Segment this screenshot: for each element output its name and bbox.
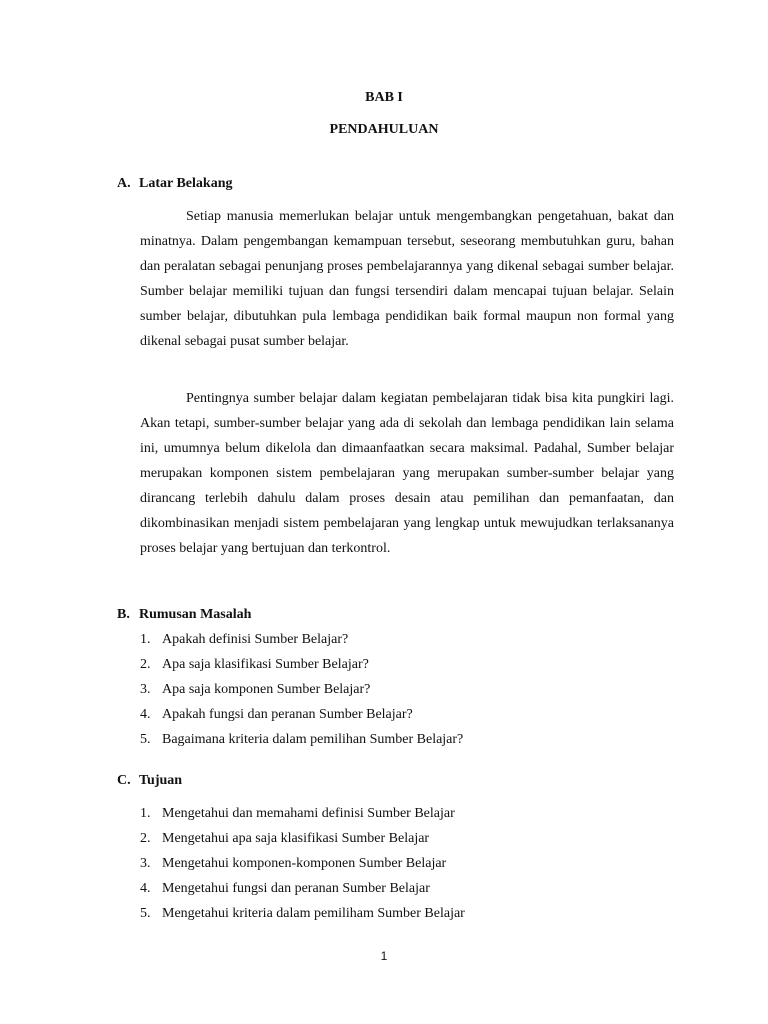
goal-item-text: Mengetahui dan memahami definisi Sumber Belajar [162, 806, 455, 821]
goal-item [140, 805, 465, 830]
chapter-title: PENDAHULUAN [329, 122, 439, 137]
problem-item [140, 681, 463, 706]
section-a-heading [117, 175, 232, 193]
section-a-paragraph-2: Pentingnya sumber belajar dalam kegiatan pembelajaran tidak bisa kita pungkiri lagi. Akan tetapi, sumber-sumber belajar yang ada di sekolah dan lembaga pendidikan lain selama ini, umumnya belum dikelola dan dimaanfaatkan secara maksimal. Padahal, Sumber belajar merupakan komponen sistem pembelajaran yang merupakan sumber-sumber belajar yang dirancang terlebih dahulu dalam proses desain atau pemilihan dan pemanfaatan, dan dikombinasikan menjadi sistem pembelajaran yang lengkap untuk mewujudkan terlaksananya proses belajar yang bertujuan dan terkontrol. [140, 391, 674, 556]
problem-item-number: 5. [140, 732, 151, 747]
goal-item-number: 3. [140, 856, 151, 871]
goal-list [140, 805, 465, 930]
problem-item-number: 4. [140, 707, 151, 722]
goal-item-number: 1. [140, 806, 151, 821]
goal-item-text: Mengetahui komponen-komponen Sumber Belajar [162, 856, 447, 871]
problem-item-text: Apa saja komponen Sumber Belajar? [162, 682, 371, 697]
problem-item-number: 2. [140, 657, 151, 672]
goal-item [140, 880, 465, 905]
problem-item-text: Apakah fungsi dan peranan Sumber Belajar? [162, 707, 413, 722]
goal-item [140, 905, 465, 930]
section-a-letter: A. [117, 176, 131, 191]
section-c-heading [117, 772, 182, 790]
problem-item-number: 1. [140, 632, 151, 647]
goal-item-text: Mengetahui kriteria dalam pemiliham Sumber Belajar [162, 906, 465, 921]
problem-item-number: 3. [140, 682, 151, 697]
goal-item-text: Mengetahui fungsi dan peranan Sumber Belajar [162, 881, 430, 896]
goal-item-number: 4. [140, 881, 151, 896]
problem-item [140, 706, 463, 731]
section-b-heading [117, 606, 251, 624]
problem-item [140, 631, 463, 656]
section-b-letter: B. [117, 607, 130, 622]
section-a-paragraph-1: Setiap manusia memerlukan belajar untuk mengembangkan pengetahuan, bakat dan minatnya. Dalam pengembangan kemampuan tersebut, seseorang membutuhkan guru, bahan dan peralatan sebagai penunjang proses pembelajarannya yang dikenal sebagai sumber belajar. Sumber belajar memiliki tujuan dan fungsi tersendiri dalam mencapai tujuan belajar. Selain sumber belajar, dibutuhkan pula lembaga pendidikan baik formal maupun non formal yang dikenal sebagai pusat sumber belajar. [140, 209, 674, 349]
section-c-title: Tujuan [139, 773, 183, 788]
page-number: 1 [380, 949, 388, 963]
section-b-title: Rumusan Masalah [139, 607, 252, 622]
goal-item-number: 2. [140, 831, 151, 846]
goal-item-number: 5. [140, 906, 151, 921]
problem-item [140, 656, 463, 681]
chapter-label: BAB I [365, 90, 403, 105]
section-a-title: Latar Belakang [139, 176, 233, 191]
problem-item-text: Apa saja klasifikasi Sumber Belajar? [162, 657, 369, 672]
goal-item [140, 855, 465, 880]
problem-item-text: Bagaimana kriteria dalam pemilihan Sumber Belajar? [162, 732, 464, 747]
problem-item [140, 731, 463, 756]
problem-item-text: Apakah definisi Sumber Belajar? [162, 632, 349, 647]
problem-list [140, 631, 463, 756]
section-c-letter: C. [117, 773, 131, 788]
goal-item [140, 830, 465, 855]
goal-item-text: Mengetahui apa saja klasifikasi Sumber Belajar [162, 831, 430, 846]
